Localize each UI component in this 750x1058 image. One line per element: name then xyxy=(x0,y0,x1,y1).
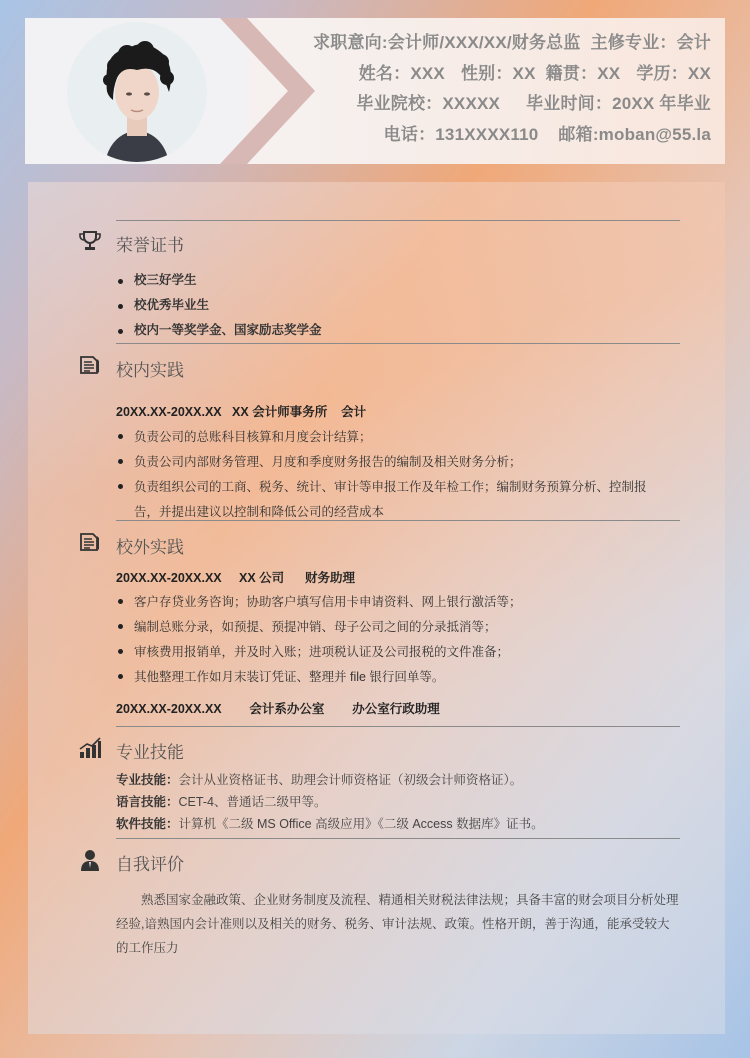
external-experience-heading-2 xyxy=(116,699,440,717)
list-item: 其他整理工作如月末装订凭证、整理并 file 银行回单等。 xyxy=(116,665,680,690)
list-item: 客户存贷业务咨询；协助客户填写信用卡申请资料、网上银行激活等； xyxy=(116,590,680,615)
phone: 电话：131XXXX110 xyxy=(383,124,539,144)
section-self-evaluation xyxy=(78,838,680,968)
resume-header xyxy=(25,18,725,164)
list-item: 负责公司内部财务管理、月度和季度财务报告的编制及相关财务分析； xyxy=(116,450,680,475)
section-title: 专业技能 xyxy=(116,743,184,762)
skill-label: 专业技能： xyxy=(116,773,179,787)
language-skill xyxy=(116,792,326,810)
divider xyxy=(116,520,680,521)
job-intent: 求职意向:会计师/XXX/XX/财务总监 xyxy=(313,33,581,52)
honors-list xyxy=(116,270,680,345)
school-line xyxy=(313,89,711,120)
name: 姓名：XXX xyxy=(358,63,445,83)
skill-value: 计算机《二级 MS Office 高级应用》《二级 Access 数据库》证书。 xyxy=(178,817,544,831)
section-title: 校外实践 xyxy=(116,538,184,557)
divider xyxy=(116,343,680,344)
period: 20XX.XX-20XX.XX xyxy=(116,405,222,419)
skill-label: 语言技能： xyxy=(116,795,179,809)
graduation-time: 毕业时间：20XX 年毕业 xyxy=(526,94,711,113)
list-item: 审核费用报销单，并及时入账；进项税认证及公司报税的文件准备； xyxy=(116,640,680,665)
list-item: 校优秀毕业生 xyxy=(116,295,680,320)
organization: XX 公司 xyxy=(239,571,285,585)
section-title: 荣誉证书 xyxy=(116,236,184,255)
section-skills xyxy=(78,726,680,836)
portrait-image xyxy=(67,22,207,162)
role: 财务助理 xyxy=(305,571,356,585)
period: 20XX.XX-20XX.XX xyxy=(116,571,222,585)
gender: 性别：XX xyxy=(460,63,536,83)
software-skill xyxy=(116,814,544,832)
origin: 籍贯：XX xyxy=(545,63,621,83)
list-item: 校内一等奖学金、国家励志奖学金 xyxy=(116,320,680,345)
section-campus xyxy=(78,343,680,518)
organization: 会计系办公室 xyxy=(249,702,325,716)
job-intent-line xyxy=(313,28,711,59)
school: 毕业院校：XXXXX xyxy=(356,94,501,113)
major: 主修专业：会计 xyxy=(590,33,711,52)
period: 20XX.XX-20XX.XX xyxy=(116,702,222,716)
section-title: 校内实践 xyxy=(116,361,184,380)
basic-info-line xyxy=(313,59,711,90)
campus-duties xyxy=(116,425,680,525)
chevron-arrow-shape xyxy=(220,18,320,164)
campus-experience-heading xyxy=(116,402,366,420)
education: 学历：XX xyxy=(636,63,711,83)
person-icon xyxy=(78,848,102,872)
avatar xyxy=(67,22,207,162)
external-duties xyxy=(116,590,680,690)
divider xyxy=(116,726,680,727)
list-item: 编制总账分录，如预提、预提冲销、母子公司之间的分录抵消等； xyxy=(116,615,680,640)
role: 办公室行政助理 xyxy=(352,702,440,716)
personal-info xyxy=(313,28,711,150)
self-evaluation-text: 熟悉国家金融政策、企业财务制度及流程、精通相关财税法律法规；具备丰富的财会项目分析处理经验,谙熟国内会计准则以及相关的财务、税务、审计法规、政策。性格开朗，善于沟通，能承受较大的工作压力 xyxy=(116,893,679,955)
contact-line xyxy=(313,120,711,151)
divider xyxy=(116,838,680,839)
trophy-icon xyxy=(78,229,102,253)
role: 会计 xyxy=(341,405,367,419)
professional-skill xyxy=(116,770,522,788)
bar-chart-icon xyxy=(78,736,102,760)
divider xyxy=(116,220,680,221)
organization: XX 会计师事务所 xyxy=(232,405,328,419)
skill-label: 软件技能： xyxy=(116,817,179,831)
external-experience-heading xyxy=(116,568,355,586)
list-item: 负责组织公司的工商、税务、统计、审计等申报工作及年检工作；编制财务预算分析、控制报告，并提出建议以控制和降低公司的经营成本 xyxy=(116,475,680,525)
email: 邮箱:moban@55.la xyxy=(558,124,711,144)
section-external xyxy=(78,520,680,720)
skill-value: CET-4、普通话二级甲等。 xyxy=(178,795,327,809)
section-title: 自我评价 xyxy=(116,855,184,874)
book-icon xyxy=(78,530,102,554)
list-item: 负责公司的总账科目核算和月度会计结算； xyxy=(116,425,680,450)
skill-value: 会计从业资格证书、助理会计师资格证（初级会计师资格证）。 xyxy=(178,773,523,787)
book-icon xyxy=(78,353,102,377)
section-honors xyxy=(78,220,680,340)
list-item: 校三好学生 xyxy=(116,270,680,295)
